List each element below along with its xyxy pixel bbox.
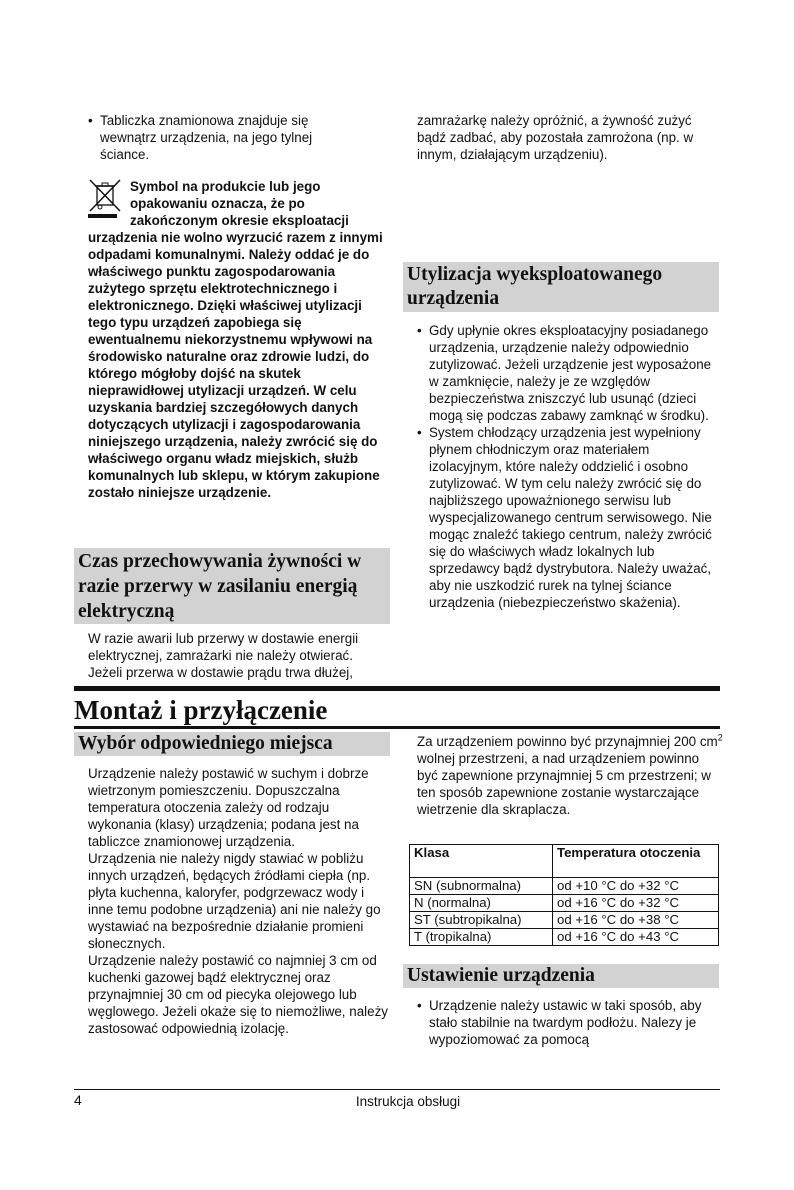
table-cell: T (tropikalna) bbox=[410, 929, 553, 946]
table-row bbox=[410, 912, 719, 929]
table-header-class: Klasa bbox=[410, 845, 553, 878]
food-storage-paragraph: W razie awarii lub przerwy w dostawie energii elektrycznej, zamrażarki nie należy otwierać. Jeżeli przerwa w dostawie prądu trwa dłużej, bbox=[88, 631, 359, 680]
table-row bbox=[410, 895, 719, 912]
footer-rule bbox=[74, 1089, 720, 1090]
table-cell: od +16 °C do +38 °C bbox=[553, 912, 719, 929]
placement-text bbox=[417, 997, 723, 1048]
section-heading-disposal: Utylizacja wyeksploatowanego urządzenia bbox=[403, 262, 719, 312]
nameplate-bullet: • Tabliczka znamionowa znajduje się wewnątrz urządzenia, na jego tylnej ściance. bbox=[88, 112, 355, 163]
disposal-bullets bbox=[417, 322, 723, 611]
ventilation-text-a: Za urządzeniem powinno być przynajmniej 200 cm bbox=[417, 734, 718, 749]
climate-class-table bbox=[409, 844, 719, 946]
weee-text: Symbol na produkcie lub jego opakowaniu oznacza, że po zakończonym okresie eksploatacji urządzenia nie wolno wyrzucić razem z innymi odpadami komunalnymi. Należy oddać je do właściwego punktu zagospodarowania zużytego sprzętu elektrotechnicznego i elektronicznego. Dzięki właściwej utylizacji tego typu urządzeń zapobiega się ewentualnemu niekorzystnemu wpływowi na środowisko naturalne oraz zdrowie ludzi, do którego mógłoby dojść na skutek nieprawidłowej utylizacji urządzeń. W celu uzyskania bardziej szczegółowych danych dotyczących utylizacji i zagospodarowania niniejszego urządzenia, należy zwrócić się do właściwego organu władz miejskich, służb komunalnych lub sklepu, w którym zakupione zostało niniejsze urządzenie. bbox=[88, 179, 383, 500]
footer-title: Instrukcja obsługi bbox=[355, 1094, 461, 1109]
table-row bbox=[410, 929, 719, 946]
placement-bullet-1: • Urządzenie należy ustawic w taki sposób, aby stało stabilnie na twardym podłożu. Nalezy je wypoziomować za pomocą bbox=[417, 997, 723, 1048]
ventilation-superscript: 2 bbox=[717, 732, 723, 743]
table-cell: od +10 °C do +32 °C bbox=[553, 878, 719, 895]
location-paragraph-3: Urządzenie należy postawić co najmniej 3 cm od kuchenki gazowej bądź elektrycznej oraz przynajmniej 30 cm od piecyka olejowego lub węglowego. Jeżeli okaże się to niemożliwe, należy zastosować odpowiednią izolację. bbox=[88, 953, 388, 1036]
table-cell: SN (subnormalna) bbox=[410, 878, 553, 895]
table-header-row bbox=[410, 845, 719, 878]
main-rule-top bbox=[74, 686, 720, 691]
table-cell: od +16 °C do +32 °C bbox=[553, 895, 719, 912]
section-heading-food-storage: Czas przechowywania żywności w razie przerwy w zasilaniu energią elektryczną bbox=[74, 548, 390, 624]
ventilation-paragraph bbox=[417, 733, 723, 818]
disposal-bullet-1: • Gdy upłynie okres eksploatacyjny posiadanego urządzenia, urządzenie należy odpowiednio zutylizować. Jeżeli urządzenie jest wyposażone w zamknięcie, należy je ze względów bezpieczeństwa zniszczyć lub usunąć (dzieci mogą się podczas zabawy zamknąć w środku). bbox=[417, 322, 723, 424]
table-cell: N (normalna) bbox=[410, 895, 553, 912]
section-heading-placement: Ustawienie urządzenia bbox=[403, 964, 719, 988]
freezer-paragraph: zamrażarkę należy opróżnić, a żywność zużyć bądź zadbać, aby pozostała zamrożona (np. w innym, działającym urządzeniu). bbox=[417, 113, 694, 162]
location-paragraph-1: Urządzenie należy postawić w suchym i dobrze wietrzonym pomieszczeniu. Dopuszczalna temperatura otoczenia zależy od rodzaju wykonania (klasy) urządzenia; podana jest na tabliczce znamionowej urządzenia. bbox=[88, 766, 369, 849]
crossed-bin-icon bbox=[88, 178, 126, 218]
main-rule-bottom bbox=[74, 726, 720, 729]
location-paragraph-2: Urządzenia nie należy nigdy stawiać w pobliżu innych urządzeń, będących źródłami ciepła (np. płyta kuchenna, kaloryfer, podgrzewacz wody i inne temu podobne urządzenia) ani nie należy go wystawiać na bezpośrednie działanie promieni słonecznych. bbox=[88, 851, 381, 951]
disposal-bullet-2: • System chłodzący urządzenia jest wypełniony płynem chłodniczym oraz materiałem izolacyjnym, które należy oddzielić i osobno zutylizować. W tym celu należy zwrócić się do najbliższego upoważnionego serwisu lub wyspecjalizowanego centrum serwisowego. Nie mogąc znaleźć takiego centrum, należy zwrócić się do właściwych władz lokalnych lub sprzedawcy bądź dystrybutora. Należy uważać, aby nie uszkodzić rurek na tylnej ściance urządzenia (niebezpieczeństwo skażenia). bbox=[417, 424, 723, 611]
section-heading-location: Wybór odpowiedniego miejsca bbox=[74, 732, 390, 756]
table-cell: od +16 °C do +43 °C bbox=[553, 929, 719, 946]
table-row bbox=[410, 878, 719, 895]
top-left-column bbox=[88, 112, 388, 163]
ventilation-text-b: wolnej przestrzeni, a nad urządzeniem powinno być zapewnione przynajmniej 5 cm przestrzeni; w ten sposób zapewnione zostanie wystarczające wietrzenie dla skraplacza. bbox=[417, 751, 711, 817]
table-cell: ST (subtropikalna) bbox=[410, 912, 553, 929]
location-text bbox=[88, 765, 388, 1037]
main-heading: Montaż i przyłączenie bbox=[74, 695, 328, 725]
page-number: 4 bbox=[74, 1092, 82, 1108]
weee-notice bbox=[88, 178, 388, 501]
table-header-temperature: Temperatura otoczenia bbox=[553, 845, 719, 878]
